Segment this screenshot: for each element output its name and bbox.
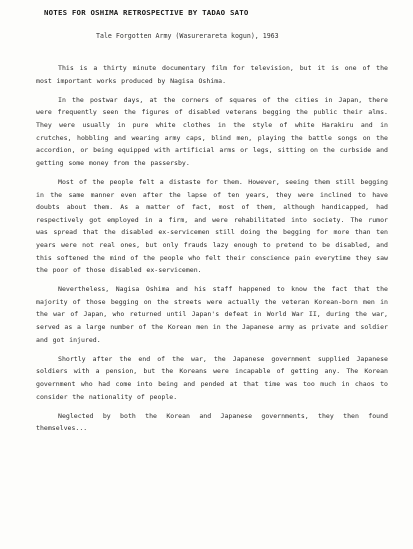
document-body xyxy=(36,62,388,435)
paragraph: Neglected by both the Korean and Japanese governments, they then found themselves... xyxy=(36,411,388,433)
document-subtitle: Tale Forgotten Army (Wasurerareta kogun), 1963 xyxy=(96,32,279,40)
document-heading: NOTES FOR OSHIMA RETROSPECTIVE BY TADAO SATO xyxy=(44,8,249,17)
paragraph: In the postwar days, at the corners of squares of the cities in Japan, there were frequently seen the figures of disabled veterans begging the public their alms. They were usually in pure white clothes in the style of white Harakiru and in crutches, hobbling and wearing army caps, blind men, playing the battle songs on the accordion, or being equipped with artificial arms or legs, sitting on the curbside and getting some money from the passersby. xyxy=(36,95,388,167)
paragraph: Nevertheless, Nagisa Oshima and his staff happened to know the fact that the majority of those begging on the streets were actually the veteran Korean-born men in the war of Japan, who returned until Japan's defeat in World War II, during the war, served as a large number of the Korean men in the Japanese army as private and soldier and got injured. xyxy=(36,285,388,344)
paragraph: Shortly after the end of the war, the Japanese government supplied Japanese soldiers with a pension, but the Koreans were incapable of getting any. The Korean government who had come into being and pended at that time was too much in chaos to consider the nationality of people. xyxy=(36,354,388,401)
paragraph: This is a thirty minute documentary film for television, but it is one of the most important works produced by Nagisa Oshima. xyxy=(36,64,388,85)
paragraph: Most of the people felt a distaste for them. However, seeing them still begging in the same manner even after the lapse of ten years, they were inclined to have doubts about them. As a matter of fact, most of them, although handicapped, had respectively got employed in a firm, and were rehabilitated into society. The rumor was spread that the disabled ex-servicemen still doing the begging for more than ten years were not real ones, but only frauds lazy enough to pretend to be disabled, and this softened the mind of the people who felt their conscience pain everytime they saw the poor of those disabled ex-servicemen. xyxy=(36,177,388,275)
